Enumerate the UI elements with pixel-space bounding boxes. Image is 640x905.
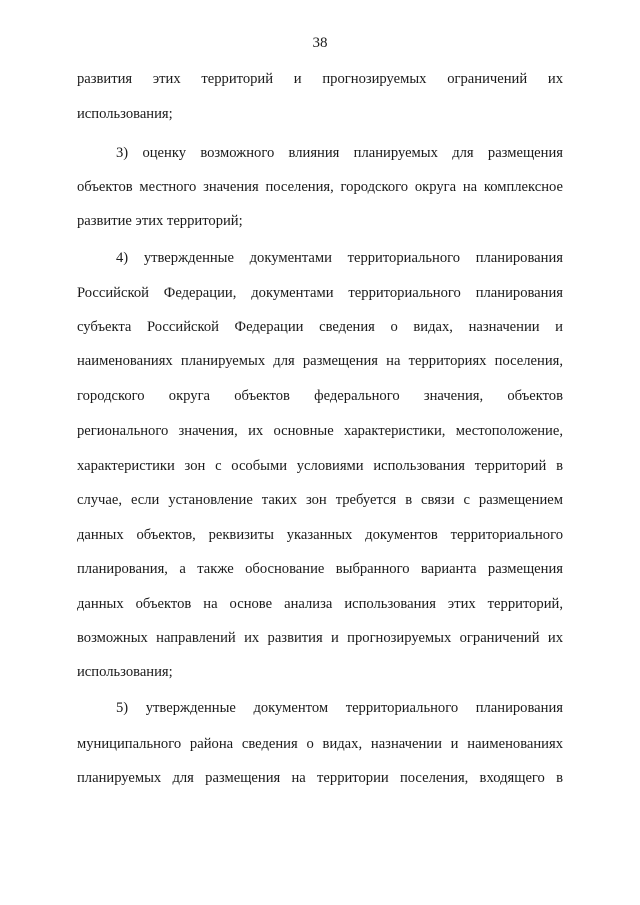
text-line: данных объектов на основе анализа использования этих территорий, [77,596,563,612]
text-line: использования; [77,106,173,122]
text-line: наименованиях планируемых для размещения на территориях поселения, [77,353,563,369]
text-line: городского округа объектов федерального значения, объектов [77,388,563,404]
text-line: планируемых для размещения на территории поселения, входящего в [77,770,563,786]
text-line: возможных направлений их развития и прогнозируемых ограничений их [77,630,563,646]
text-line: субъекта Российской Федерации сведения о видах, назначении и [77,319,563,335]
text-line: 4) утвержденные документами территориального планирования [116,250,563,266]
text-line: использования; [77,664,173,680]
text-line: Российской Федерации, документами территориального планирования [77,285,563,301]
page-number: 38 [312,35,328,51]
text-line: данных объектов, реквизиты указанных документов территориального [77,527,563,543]
text-line: 5) утвержденные документом территориального планирования [116,700,563,716]
text-line: муниципального района сведения о видах, назначении и наименованиях [77,736,563,752]
text-line: развития этих территорий и прогнозируемых ограничений их [77,71,563,87]
text-line: характеристики зон с особыми условиями использования территорий в [77,458,563,474]
text-line: 3) оценку возможного влияния планируемых для размещения [116,145,563,161]
text-line: объектов местного значения поселения, городского округа на комплексное [77,179,563,195]
text-line: планирования, а также обоснование выбранного варианта размещения [77,561,563,577]
text-line: случае, если установление таких зон требуется в связи с размещением [77,492,563,508]
text-line: развитие этих территорий; [77,213,243,229]
text-line: регионального значения, их основные характеристики, местоположение, [77,423,563,439]
